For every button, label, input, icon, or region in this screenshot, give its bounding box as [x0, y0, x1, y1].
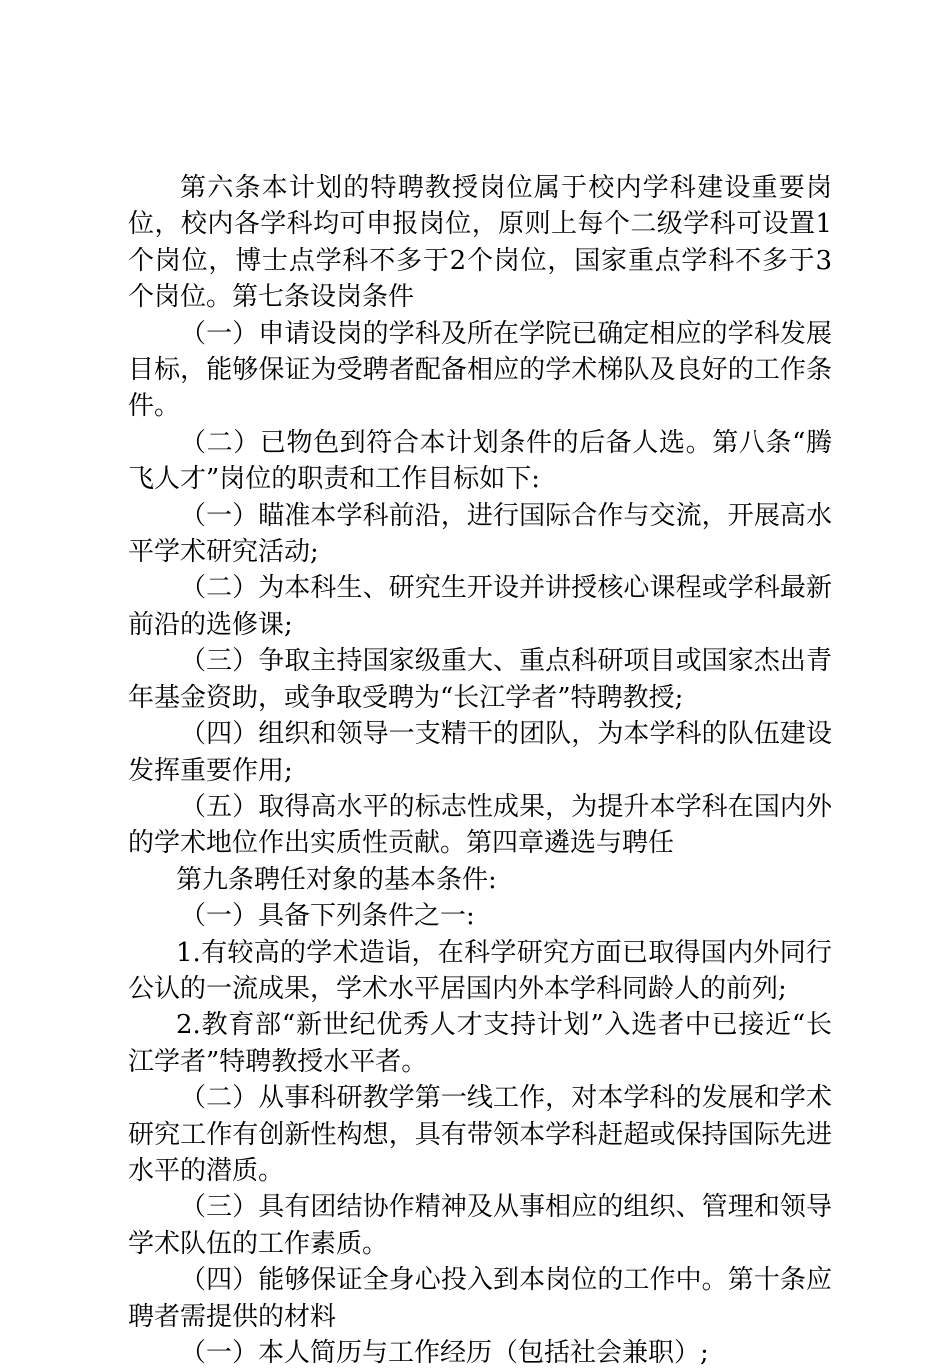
paragraph-duty-2: （二）为本科生、研究生开设并讲授核心课程或学科最新前沿的选修课;: [128, 573, 832, 640]
paragraph-item-1: 1.有较高的学术造诣，在科学研究方面已取得国内外同行公认的一流成果，学术水平居国内外本学科同龄人的前列;: [128, 937, 832, 1004]
paragraph-item-2: 2.教育部“新世纪优秀人才支持计划”入选者中已接近“长江学者”特聘教授水平者。: [128, 1010, 832, 1077]
paragraph-basic-condition-3: （三）具有团结协作精神及从事相应的组织、管理和领导学术队伍的工作素质。: [128, 1192, 832, 1259]
paragraph-duty-4: （四）组织和领导一支精干的团队，为本学科的队伍建设发挥重要作用;: [128, 719, 832, 786]
paragraph-article-9: 第九条聘任对象的基本条件:: [176, 864, 497, 895]
paragraph-basic-condition-2: （二）从事科研教学第一线工作，对本学科的发展和学术研究工作有创新性构想，具有带领本学科赶超或保持国际先进水平的潜质。: [128, 1083, 832, 1186]
paragraph-basic-condition-1: （一）具备下列条件之一:: [180, 901, 475, 932]
paragraph-article-6: 第六条本计划的特聘教授岗位属于校内学科建设重要岗位，校内各学科均可申报岗位，原则上每个二级学科可设置1个岗位，博士点学科不多于2个岗位，国家重点学科不多于3个岗位。第七条设岗条件: [128, 173, 832, 313]
paragraph-duty-1: （一）瞄准本学科前沿，进行国际合作与交流，开展高水平学术研究活动;: [128, 500, 832, 568]
paragraph-material-1: （一）本人简历与工作经历（包括社会兼职）;: [180, 1338, 709, 1368]
document-body: [128, 170, 832, 1371]
paragraph-duty-3: （三）争取主持国家级重大、重点科研项目或国家杰出青年基金资助，或争取受聘为“长江学者”特聘教授;: [128, 646, 832, 713]
paragraph-duty-5: （五）取得高水平的标志性成果，为提升本学科在国内外的学术地位作出实质性贡献。第四章遴选与聘任: [128, 791, 832, 859]
paragraph-condition-1: （一）申请设岗的学科及所在学院已确定相应的学科发展目标，能够保证为受聘者配备相应的学术梯队及良好的工作条件。: [128, 318, 832, 422]
paragraph-basic-condition-4: （四）能够保证全身心投入到本岗位的工作中。第十条应聘者需提供的材料: [128, 1265, 832, 1332]
paragraph-condition-2: （二）已物色到符合本计划条件的后备人选。第八条“腾飞人才”岗位的职责和工作目标如下:: [128, 427, 832, 495]
